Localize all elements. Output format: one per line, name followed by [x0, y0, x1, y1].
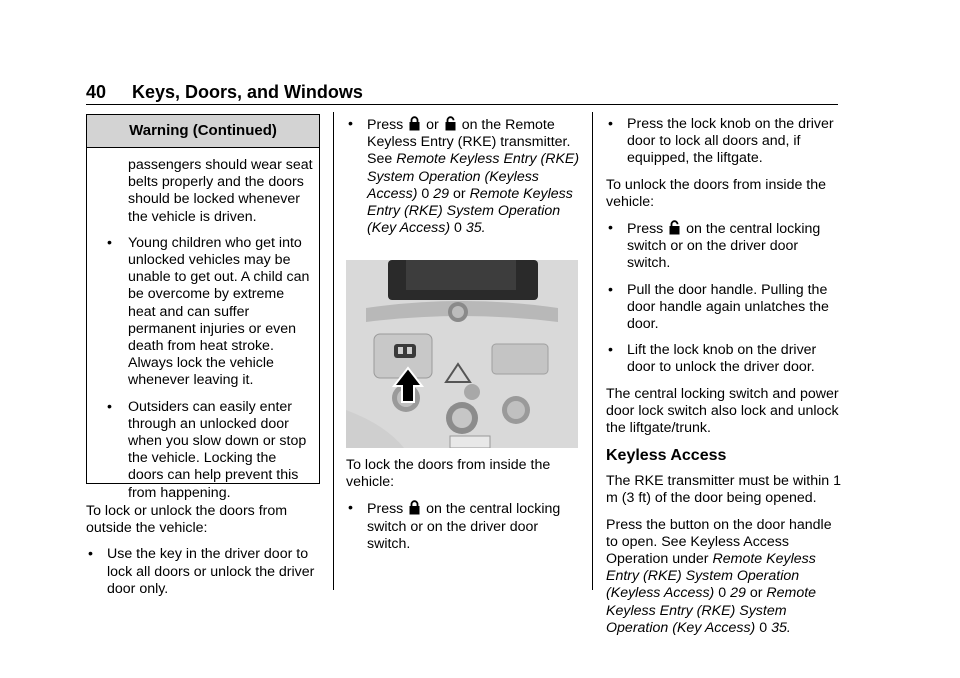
- page-ref-number[interactable]: 35: [771, 619, 787, 636]
- cross-reference-link[interactable]: Remote Keyless Entry (RKE) System Operation (Keyless Access): [367, 151, 580, 202]
- bullet-mark: •: [88, 546, 93, 563]
- cross-reference-link[interactable]: Remote Keyless Entry (RKE) System Operation (Keyless Access): [606, 551, 816, 602]
- inside-lock-intro: To lock the doors from inside the vehicle:: [346, 457, 551, 491]
- bullet-mark: •: [107, 234, 112, 251]
- section-heading: Keyless Access: [606, 447, 727, 465]
- list-item: [346, 500, 584, 553]
- bullet-mark: •: [348, 500, 353, 517]
- page-header: [86, 82, 838, 103]
- list-item: [606, 282, 842, 334]
- warning-bullet-text: Outsiders can easily enter through an unlocked door when you slow down or stop the vehicle. Locking the doors can help prevent this from happening.: [128, 398, 307, 501]
- column-1-text: [86, 503, 326, 607]
- warning-continuation: passengers should wear seat belts properly and the doors should be locked whenever the vehicle is driven.: [128, 157, 313, 225]
- lock-icon: [409, 116, 420, 131]
- list-item: [606, 116, 842, 168]
- list-item: [606, 220, 842, 273]
- press-text: Press: [367, 117, 404, 133]
- liftgate-paragraph: The central locking switch and power door lock switch also lock and unlock the liftgate/trunk.: [606, 385, 839, 437]
- list-item-text: Press the lock knob on the driver door to lock all doors and, if equipped, the liftgate.: [627, 116, 834, 167]
- bullet-mark: •: [608, 220, 613, 237]
- warning-box: [86, 114, 320, 501]
- cross-reference-link[interactable]: Remote Keyless Entry (RKE) System Operation (Key Access): [606, 585, 817, 636]
- list-item: [606, 342, 842, 376]
- column-3: [606, 116, 842, 646]
- inside-unlock-intro: To unlock the doors from inside the vehicle:: [606, 176, 827, 210]
- list-item: [346, 116, 584, 237]
- column-2-bottom: [346, 457, 584, 562]
- or-text: or: [452, 185, 466, 202]
- central-locking-text: on the central locking switch or on the driver door switch.: [627, 221, 821, 272]
- list-item: [86, 546, 326, 598]
- page-ref-icon: 0: [759, 619, 768, 636]
- outside-lock-intro: To lock or unlock the doors from outside the vehicle:: [86, 503, 288, 537]
- lock-switch-shape: [394, 344, 416, 358]
- or-text: or: [749, 585, 763, 602]
- console-lock-switch-photo: [346, 260, 578, 448]
- page-ref-number[interactable]: 29: [433, 185, 450, 202]
- unlock-icon: [669, 220, 680, 235]
- or-text: or: [426, 117, 439, 133]
- press-text: Press: [627, 221, 664, 238]
- page-ref-icon: 0: [718, 585, 727, 602]
- door-handle-text: Press the button on the door handle to open. See Keyless Access Operation under: [606, 516, 832, 568]
- page-ref-number[interactable]: 29: [730, 585, 746, 602]
- range-paragraph: The RKE transmitter must be within 1 m (3 ft) of the door being opened.: [606, 473, 841, 507]
- bullet-mark: •: [608, 281, 613, 298]
- rke-text: on the Remote Keyless Entry (RKE) transmitter. See: [367, 117, 571, 168]
- column-divider-1: [333, 112, 334, 590]
- central-locking-text: on the central locking switch or on the driver door switch.: [367, 501, 561, 552]
- bullet-mark: •: [348, 116, 353, 132]
- warning-body: [101, 157, 315, 511]
- press-text: Press: [367, 501, 404, 518]
- warning-bullet: [101, 235, 315, 390]
- column-2-top: [346, 116, 584, 246]
- bullet-mark: •: [608, 116, 613, 132]
- column-divider-2: [592, 112, 593, 590]
- warning-bullet-text: Young children who get into unlocked vehicles may be unable to get out. A child can be overcome by extreme heat and can suffer permanent injuries or even death from heat stroke. Always lock the vehicle whenever leaving it.: [128, 234, 310, 389]
- page-ref-icon: 0: [421, 185, 430, 202]
- list-item-text: Use the key in the driver door to lock all doors or unlock the driver door only.: [107, 546, 315, 597]
- unlock-icon: [445, 116, 456, 131]
- cross-reference-link[interactable]: Remote Keyless Entry (RKE) System Operation (Key Access): [367, 185, 573, 237]
- period: .: [481, 220, 486, 237]
- warning-bullet: [101, 399, 315, 502]
- lock-icon: [409, 500, 420, 515]
- page-ref-number[interactable]: 35: [465, 220, 482, 237]
- warning-title: Warning (Continued): [87, 115, 319, 148]
- header-rule: [86, 104, 838, 105]
- page-number: 40: [86, 82, 107, 102]
- period: .: [786, 619, 791, 636]
- list-item-text: Lift the lock knob on the driver door to unlock the driver door.: [627, 342, 817, 376]
- page-ref-icon: 0: [454, 220, 462, 237]
- bullet-mark: •: [107, 398, 112, 415]
- bullet-mark: •: [608, 342, 613, 359]
- door-handle-paragraph: [606, 517, 842, 637]
- section-title: Keys, Doors, and Windows: [132, 82, 363, 102]
- list-item-text: Pull the door handle. Pulling the door handle again unlatches the door.: [627, 281, 829, 333]
